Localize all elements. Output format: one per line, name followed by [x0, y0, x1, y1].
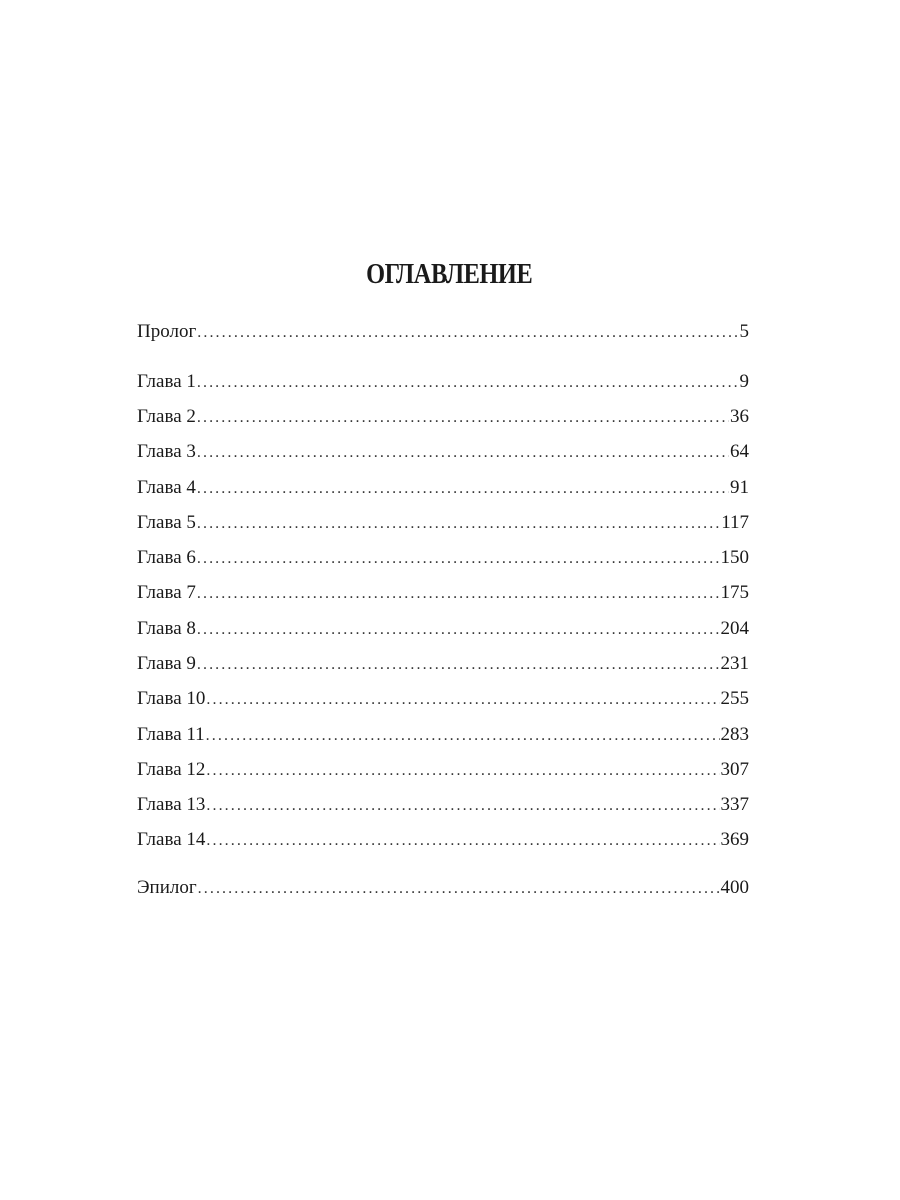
toc-entry-label: Глава 5 — [137, 512, 196, 533]
toc-entry-chapter-11[interactable] — [137, 721, 749, 749]
toc-entry-page: 117 — [721, 512, 749, 533]
toc-entry-page: 204 — [720, 618, 749, 639]
dot-leader — [197, 404, 729, 432]
toc-entry-label: Глава 14 — [137, 829, 206, 850]
dot-leader — [206, 757, 719, 785]
toc-entry-chapter-4[interactable] — [137, 474, 749, 502]
toc-entry-label: Глава 12 — [137, 759, 206, 780]
toc-entry-label: Глава 3 — [137, 441, 196, 462]
toc-entry-label: Глава 13 — [137, 794, 206, 815]
toc-entry-chapter-3[interactable] — [137, 438, 749, 466]
toc-entry-page: 400 — [720, 877, 749, 898]
toc-entry-page: 36 — [730, 406, 749, 427]
toc-entry-page: 91 — [730, 477, 749, 498]
dot-leader — [206, 792, 719, 820]
dot-leader — [206, 827, 719, 855]
toc-entry-label: Эпилог — [137, 877, 197, 898]
toc-entry-chapter-9[interactable] — [137, 650, 749, 678]
toc-entry-chapter-8[interactable] — [137, 615, 749, 643]
toc-entry-label: Глава 8 — [137, 618, 196, 639]
toc-entry-label: Глава 1 — [137, 371, 196, 392]
toc-entry-chapter-2[interactable] — [137, 403, 749, 431]
toc-entry-chapter-10[interactable] — [137, 685, 749, 713]
toc-entry-epilogue[interactable] — [137, 874, 749, 902]
toc-entry-chapter-7[interactable] — [137, 579, 749, 607]
dot-leader — [197, 580, 720, 608]
toc-entry-label: Глава 7 — [137, 582, 196, 603]
dot-leader — [197, 439, 729, 467]
toc-entry-page: 283 — [720, 724, 749, 745]
toc-entry-label: Глава 4 — [137, 477, 196, 498]
dot-leader — [197, 616, 720, 644]
toc-entry-page: 64 — [730, 441, 749, 462]
toc-entry-page: 150 — [720, 547, 749, 568]
toc-entry-prologue[interactable] — [137, 318, 749, 346]
toc-entry-page: 255 — [720, 688, 749, 709]
dot-leader — [197, 545, 720, 573]
toc-entry-chapter-6[interactable] — [137, 544, 749, 572]
toc-entry-label: Глава 9 — [137, 653, 196, 674]
toc-entry-page: 231 — [720, 653, 749, 674]
toc-entry-page: 307 — [720, 759, 749, 780]
toc-entry-page: 337 — [720, 794, 749, 815]
toc-entry-label: Пролог — [137, 321, 197, 342]
toc-entry-label: Глава 6 — [137, 547, 196, 568]
toc-entry-chapter-1[interactable] — [137, 368, 749, 396]
dot-leader — [197, 651, 720, 679]
dot-leader — [206, 722, 720, 750]
toc-entry-chapter-12[interactable] — [137, 756, 749, 784]
toc-entry-page: 369 — [720, 829, 749, 850]
dot-leader — [197, 319, 738, 347]
toc-entry-chapter-5[interactable] — [137, 509, 749, 537]
toc-entry-chapter-14[interactable] — [137, 826, 749, 854]
toc-entry-page: 9 — [739, 371, 749, 392]
dot-leader — [198, 875, 720, 903]
toc-entry-page: 5 — [739, 321, 749, 342]
toc-entry-label: Глава 10 — [137, 688, 206, 709]
page-title: ОГЛАВЛЕНИЕ — [366, 258, 533, 290]
dot-leader — [197, 475, 729, 503]
dot-leader — [197, 369, 739, 397]
toc-entry-chapter-13[interactable] — [137, 791, 749, 819]
toc-entry-label: Глава 11 — [137, 724, 205, 745]
dot-leader — [206, 686, 719, 714]
toc-entry-label: Глава 2 — [137, 406, 196, 427]
toc-entry-page: 175 — [720, 582, 749, 603]
dot-leader — [197, 510, 720, 538]
